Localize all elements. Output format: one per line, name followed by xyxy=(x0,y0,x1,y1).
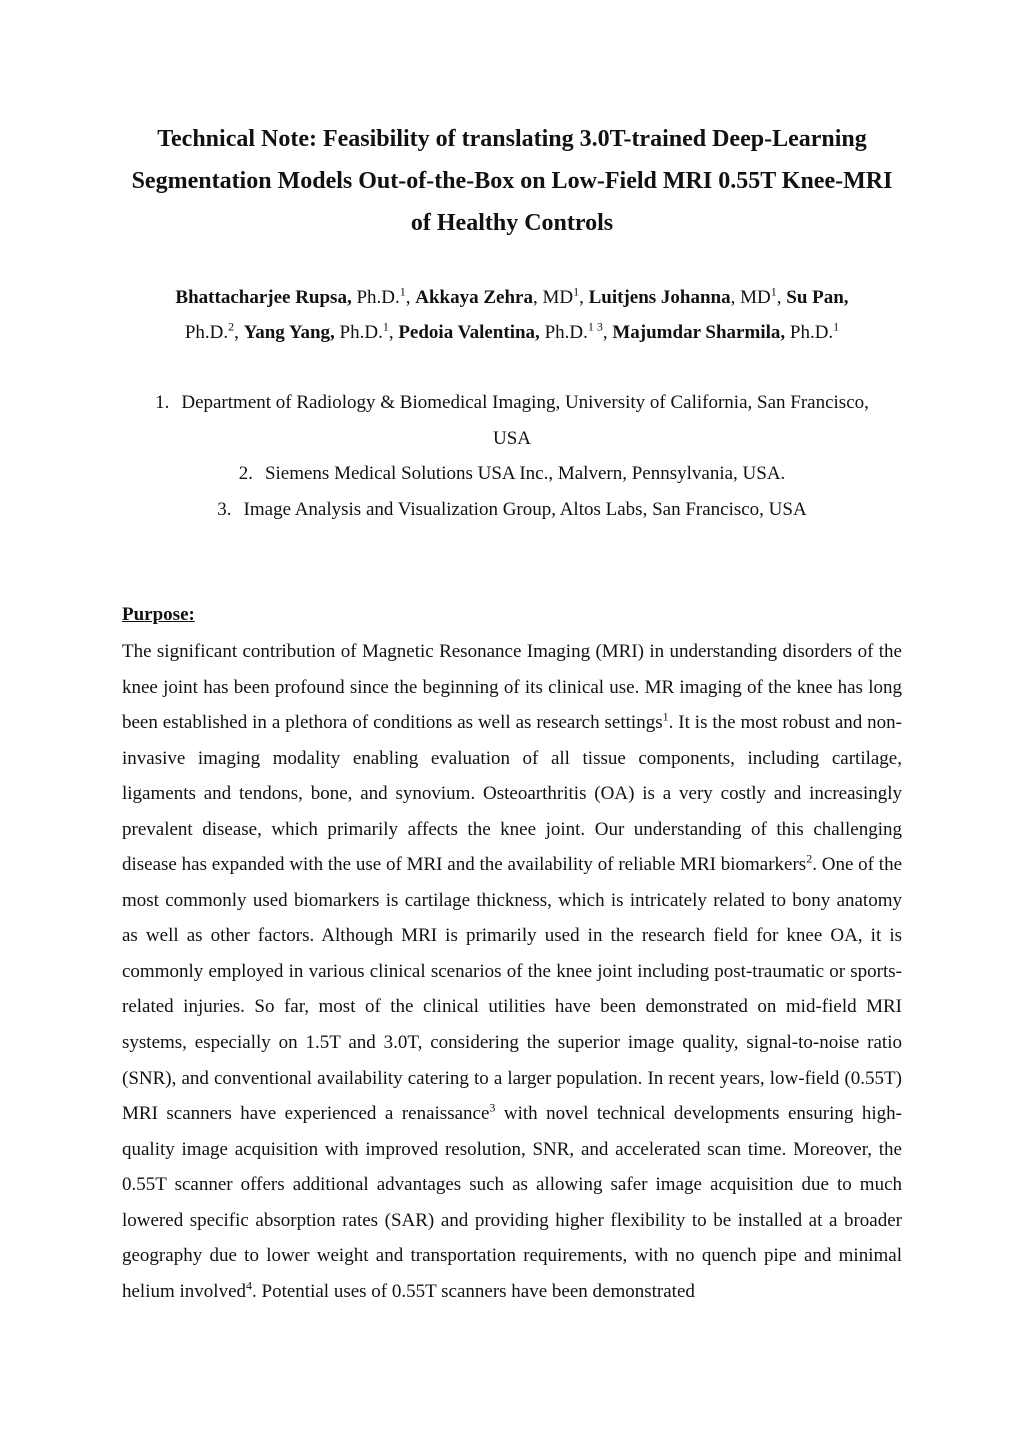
author-entry xyxy=(243,319,399,343)
author-name: Akkaya Zehra xyxy=(415,287,533,308)
author-entry xyxy=(175,284,416,308)
section-heading-purpose: Purpose: xyxy=(122,604,195,625)
author-affil-ref: 1 xyxy=(573,284,580,299)
body-text-segment: . Potential uses of 0.55T scanners have been demonstrated xyxy=(252,1280,695,1302)
author-name: Su Pan, xyxy=(786,287,849,308)
author-name: Majumdar Sharmila, xyxy=(612,322,786,343)
affiliation-number: 2. xyxy=(238,463,253,484)
author-separator: , xyxy=(388,322,399,343)
body-text-segment: . It is the most robust and non-invasive imaging modality enabling evaluation of all tissue components, including cartilage, ligaments and tendons, bone, and synovium. Osteoarthritis (OA) is a very costly and increasingly prevalent disease, which primarily affects the knee joint. Our understanding of this challenging disease has expanded with the use of MRI and the availability of reliable MRI biomarkers xyxy=(122,712,902,876)
author-entry xyxy=(398,319,613,343)
affiliation-number: 3. xyxy=(217,498,232,520)
author-list xyxy=(120,280,904,350)
affiliation-list xyxy=(150,385,874,527)
citation-ref[interactable]: 4 xyxy=(246,1278,253,1293)
author-entry xyxy=(415,284,589,308)
author-separator: , xyxy=(776,287,787,308)
purpose-paragraph xyxy=(122,634,902,1309)
author-degree: , MD xyxy=(532,287,574,308)
title-line-2: Segmentation Models Out-of-the-Box on Low-Field MRI 0.55T Knee-MRI xyxy=(131,168,893,194)
author-name: Pedoia Valentina, xyxy=(398,322,540,343)
author-affil-ref: 1 xyxy=(382,319,389,334)
author-degree: Ph.D. xyxy=(334,322,383,343)
body-text-segment: . One of the most commonly used biomarkers is cartilage thickness, which is intricately related to bony anatomy as well as other factors. Although MRI is primarily used in the research field for knee OA, it is commonly employed in various clinical scenarios of the knee joint including post-traumatic or sports-related injuries. So far, most of the clinical utilities have been demonstrated on mid-field MRI systems, especially on 1.5T and 3.0T, considering the superior image quality, signal-to-noise ratio (SNR), and conventional availability catering to a larger population. In recent years, low-field (0.55T) MRI scanners have experienced a renaissance xyxy=(122,854,902,1125)
citation-ref[interactable]: 3 xyxy=(489,1100,496,1115)
paper-title xyxy=(100,118,924,244)
affiliation-item xyxy=(150,456,874,492)
author-affil-ref: 1 xyxy=(770,284,777,299)
citation-ref[interactable]: 2 xyxy=(806,851,813,866)
author-separator: , xyxy=(234,322,244,343)
affiliation-text: Department of Radiology & Biomedical Imaging, University of California, San Francisco, USA xyxy=(181,392,869,449)
affiliation-number: 1. xyxy=(155,392,170,413)
body-text-segment: with novel technical developments ensuring high-quality image acquisition with improved resolution, SNR, and accelerated scan time. Moreover, the 0.55T scanner offers additional advantages such as allowing safer image acquisition due to much lowered specific absorption rates (SAR) and providing higher flexibility to be installed at a broader geography due to lower weight and transportation requirements, with no quench pipe and minimal helium involved xyxy=(122,1103,902,1302)
author-separator: , xyxy=(602,322,613,343)
author-degree: Ph.D. xyxy=(184,322,229,343)
author-entry xyxy=(612,319,840,343)
citation-ref[interactable]: 1 xyxy=(662,709,669,724)
author-affil-ref: 1 3 xyxy=(587,319,603,334)
author-affil-ref: 1 xyxy=(399,284,406,299)
author-entry xyxy=(588,284,787,308)
author-name: Bhattacharjee Rupsa, xyxy=(175,287,352,308)
author-degree: Ph.D. xyxy=(785,322,834,343)
affiliation-text: Image Analysis and Visualization Group, Altos Labs, San Francisco, USA xyxy=(243,498,807,520)
body-text-segment: The significant contribution of Magnetic Resonance Imaging (MRI) in understanding disorders of the knee joint has been profound since the beginning of its clinical use. MR imaging of the knee has long been established in a plethora of conditions as well as research settings xyxy=(122,641,902,734)
author-degree: Ph.D. xyxy=(351,287,400,308)
affiliation-item xyxy=(150,492,874,528)
affiliation-text: Siemens Medical Solutions USA Inc., Malvern, Pennsylvania, USA. xyxy=(264,463,786,484)
author-affil-ref: 1 xyxy=(833,319,840,334)
author-separator: , xyxy=(579,287,589,308)
author-name: Luitjens Johanna xyxy=(588,287,731,308)
title-line-3: of Healthy Controls xyxy=(410,210,614,236)
title-line-1: Technical Note: Feasibility of translating 3.0T-trained Deep-Learning xyxy=(157,126,867,152)
author-affil-ref: 2 xyxy=(228,319,235,334)
author-name: Yang Yang, xyxy=(243,322,335,343)
author-degree: Ph.D. xyxy=(539,322,588,343)
affiliation-item xyxy=(150,385,874,456)
author-separator: , xyxy=(405,287,416,308)
author-degree: , MD xyxy=(730,287,771,308)
